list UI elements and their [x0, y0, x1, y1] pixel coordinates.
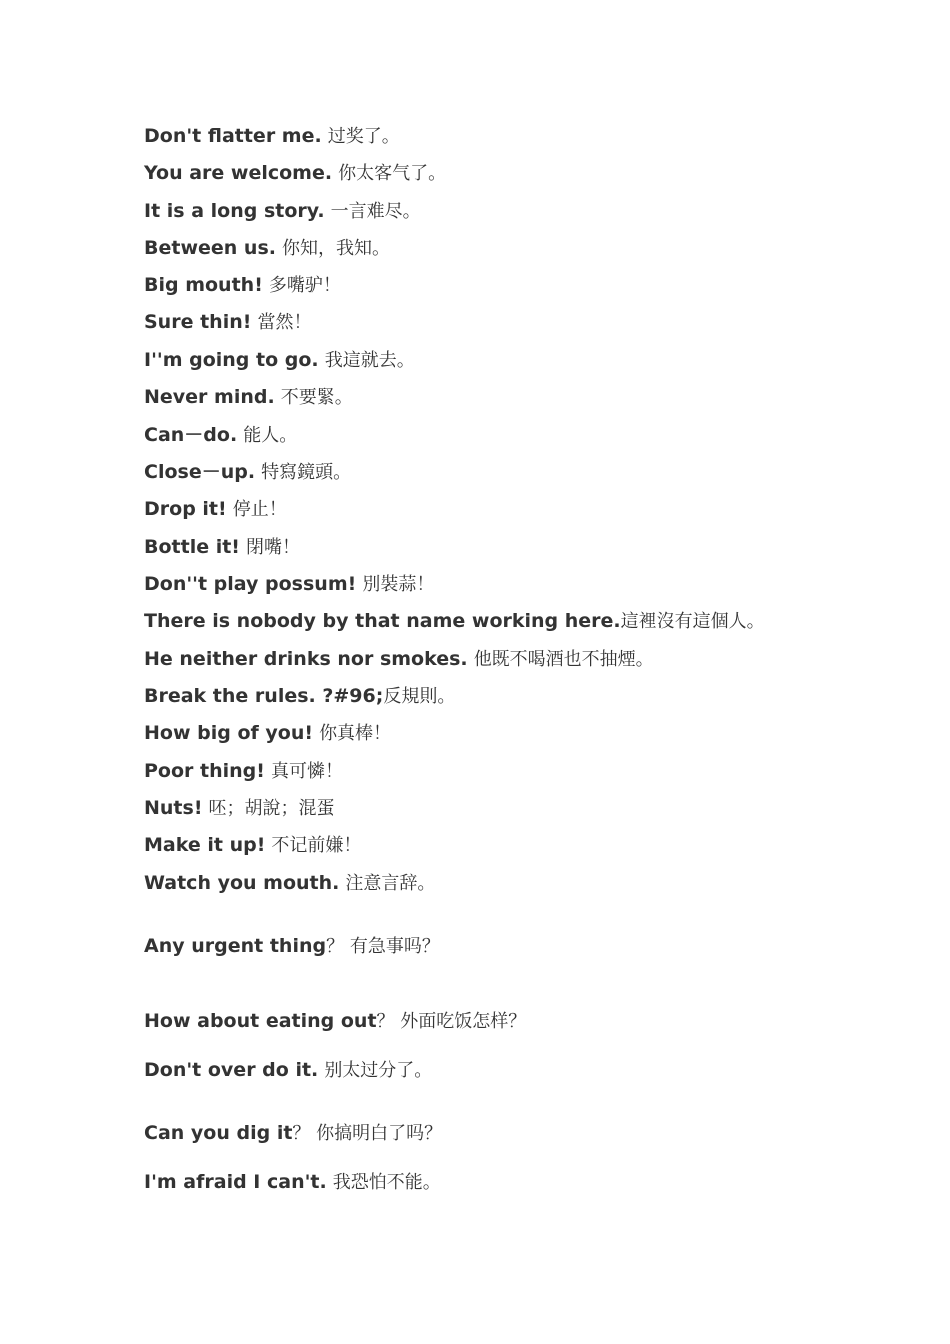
- chinese-translation: 你知，我知。: [282, 238, 391, 259]
- english-phrase: You are welcome.: [144, 162, 333, 184]
- phrase-line: [144, 721, 391, 746]
- chinese-translation: 別裝蒜！: [362, 574, 435, 595]
- phrase-line: [144, 934, 440, 959]
- phrase-line: [144, 423, 297, 448]
- phrase-line: [144, 236, 390, 261]
- english-phrase: Break the rules. ?#96;: [144, 685, 384, 707]
- phrase-line: [144, 273, 341, 298]
- english-phrase: Any urgent thing: [144, 935, 327, 957]
- chinese-translation: 你太客气了。: [338, 163, 447, 184]
- chinese-translation: 他既不喝酒也不抽煙。: [473, 649, 654, 670]
- phrase-line: [144, 796, 335, 821]
- phrase-line: [144, 348, 415, 373]
- phrase-line: [144, 871, 435, 896]
- chinese-translation: 不记前嫌！: [271, 835, 362, 856]
- chinese-translation: 我這就去。: [324, 350, 415, 371]
- chinese-translation: 多嘴驴！: [268, 275, 341, 296]
- english-phrase: Watch you mouth.: [144, 872, 340, 894]
- phrase-line: [144, 385, 353, 410]
- phrase-line: [144, 684, 455, 709]
- chinese-translation: ？ 外面吃饭怎样？: [376, 1011, 527, 1032]
- phrase-line: [144, 310, 311, 335]
- english-phrase: There is nobody by that name working here.: [144, 610, 621, 632]
- english-phrase: Big mouth!: [144, 274, 263, 296]
- chinese-translation: 不要緊。: [280, 387, 353, 408]
- phrase-line: [144, 833, 361, 858]
- chinese-translation: 閉嘴！: [246, 537, 301, 558]
- english-phrase: I''m going to go.: [144, 349, 319, 371]
- english-phrase: Drop it!: [144, 498, 227, 520]
- chinese-translation: 這裡沒有這個人。: [620, 611, 765, 632]
- chinese-translation: 真可憐！: [270, 761, 343, 782]
- chinese-translation: 我恐怕不能。: [332, 1172, 441, 1193]
- english-phrase: Don't over do it.: [144, 1059, 319, 1081]
- chinese-translation: ？ 有急事吗？: [326, 936, 440, 957]
- english-phrase: Between us.: [144, 237, 276, 259]
- english-phrase: Can you dig it: [144, 1122, 293, 1144]
- phrase-line: [144, 609, 765, 634]
- phrase-line: [144, 460, 351, 485]
- phrase-line: [144, 759, 343, 784]
- phrase-line: [144, 124, 400, 149]
- chinese-translation: 别太过分了。: [324, 1060, 433, 1081]
- phrase-line: [144, 535, 300, 560]
- chinese-translation: 當然！: [257, 312, 312, 333]
- phrase-line: [144, 1121, 442, 1146]
- english-phrase: I'm afraid I can't.: [144, 1171, 327, 1193]
- phrase-line: [144, 1170, 441, 1195]
- phrase-line: [144, 497, 287, 522]
- chinese-translation: 一言难尽。: [330, 201, 421, 222]
- phrase-line: [144, 199, 421, 224]
- phrase-line: [144, 647, 654, 672]
- english-phrase: It is a long story.: [144, 200, 325, 222]
- phrase-line: [144, 1009, 526, 1034]
- english-phrase: Bottle it!: [144, 536, 240, 558]
- english-phrase: How big of you!: [144, 722, 314, 744]
- english-phrase: Can－do.: [144, 424, 238, 446]
- english-phrase: He neither drinks nor smokes.: [144, 648, 468, 670]
- chinese-translation: 呸；胡說；混蛋: [208, 798, 335, 819]
- chinese-translation: ？ 你搞明白了吗？: [292, 1123, 443, 1144]
- english-phrase: How about eating out: [144, 1010, 377, 1032]
- chinese-translation: 注意言辞。: [345, 873, 436, 894]
- english-phrase: Make it up!: [144, 834, 266, 856]
- chinese-translation: 能人。: [243, 425, 298, 446]
- english-phrase: Close－up.: [144, 461, 256, 483]
- chinese-translation: 过奖了。: [327, 126, 400, 147]
- phrase-line: [144, 161, 446, 186]
- english-phrase: Never mind.: [144, 386, 275, 408]
- phrase-line: [144, 1058, 432, 1083]
- chinese-translation: 你真棒！: [319, 723, 392, 744]
- english-phrase: Sure thin!: [144, 311, 252, 333]
- english-phrase: Don't flatter me.: [144, 125, 322, 147]
- chinese-translation: 特寫鏡頭。: [261, 462, 352, 483]
- english-phrase: Nuts!: [144, 797, 203, 819]
- english-phrase: Don''t play possum!: [144, 573, 357, 595]
- chinese-translation: 停止！: [232, 499, 287, 520]
- chinese-translation: 反規則。: [383, 686, 456, 707]
- english-phrase: Poor thing!: [144, 760, 265, 782]
- phrase-line: [144, 572, 434, 597]
